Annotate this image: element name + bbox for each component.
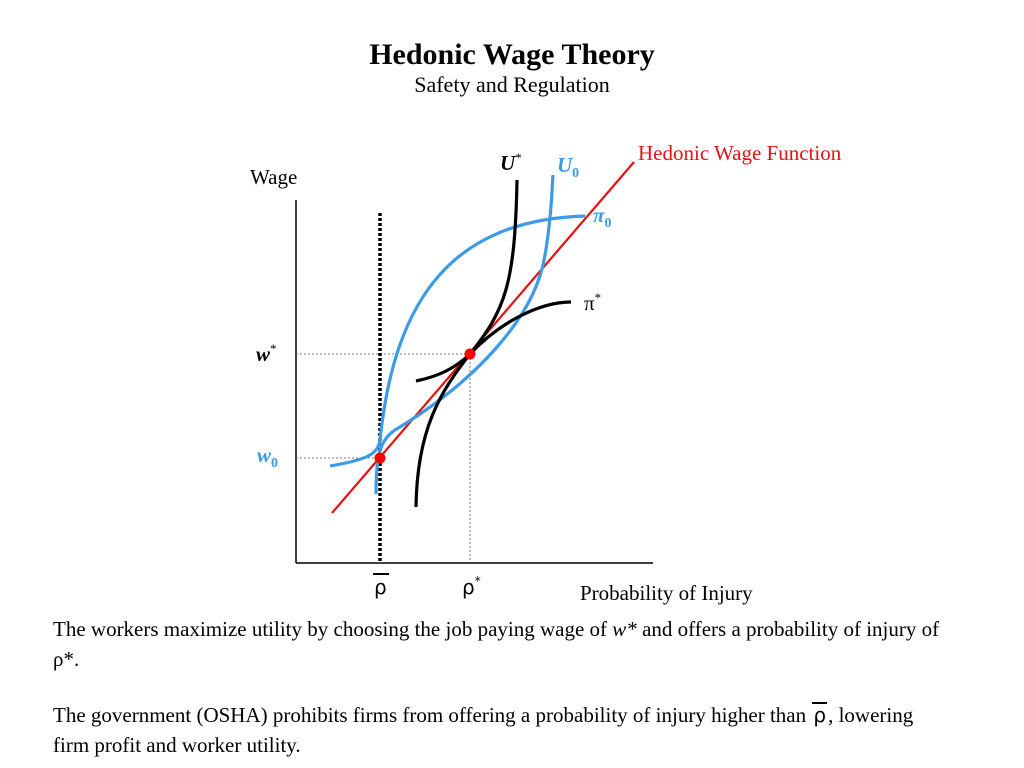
u-star-label (500, 150, 522, 175)
pi-zero-label (593, 203, 611, 231)
w-zero-base: w (257, 443, 272, 467)
para1-wage-var: w* (612, 617, 637, 641)
explanation-paragraph-1 (53, 614, 953, 674)
pi-star-base: π (584, 291, 595, 315)
pi-zero-sub: 0 (604, 216, 612, 231)
hedonic-function-label: Hedonic Wage Function (638, 141, 842, 165)
w-zero-label (257, 443, 278, 471)
para1-text-before: The workers maximize utility by choosing the job paying wage of (53, 617, 613, 641)
rho-bar-label: ρ (374, 575, 387, 599)
pi-star-label (584, 290, 601, 315)
rho-star-label (462, 574, 481, 599)
y-axis-label: Wage (250, 165, 298, 189)
w-star-label (256, 341, 277, 366)
optimal-point (465, 349, 476, 360)
para2-text-before: The government (OSHA) prohibits firms from offering a probability of injury higher than (53, 703, 812, 727)
rho-star-sup: * (474, 574, 481, 588)
explanation-paragraph-2 (53, 700, 953, 760)
u-zero-label (557, 153, 579, 181)
rho-star-base: ρ (462, 575, 475, 599)
para1-text-after: and offers a probability of injury of ρ*. (53, 617, 940, 671)
page-title: Hedonic Wage Theory (369, 38, 655, 71)
w-star-base: w (256, 342, 271, 366)
para2-rho-bar: ρ (811, 700, 828, 730)
w-zero-sub: 0 (271, 456, 279, 471)
w-star-sup: * (270, 341, 277, 356)
pi-zero-base: π (593, 203, 605, 227)
regulated-point (375, 453, 386, 464)
x-axis-label: Probability of Injury (580, 581, 753, 605)
pi-star-isoprofit-curve (416, 302, 571, 381)
u-zero-base: U (557, 153, 573, 177)
u-star-sup: * (515, 150, 522, 165)
page-subtitle: Safety and Regulation (414, 72, 610, 97)
u-star-base: U (500, 151, 516, 175)
para2-text-after: , lowering firm profit and worker utility. (53, 703, 914, 757)
pi-star-sup: * (594, 290, 602, 305)
u-zero-sub: 0 (572, 166, 580, 181)
